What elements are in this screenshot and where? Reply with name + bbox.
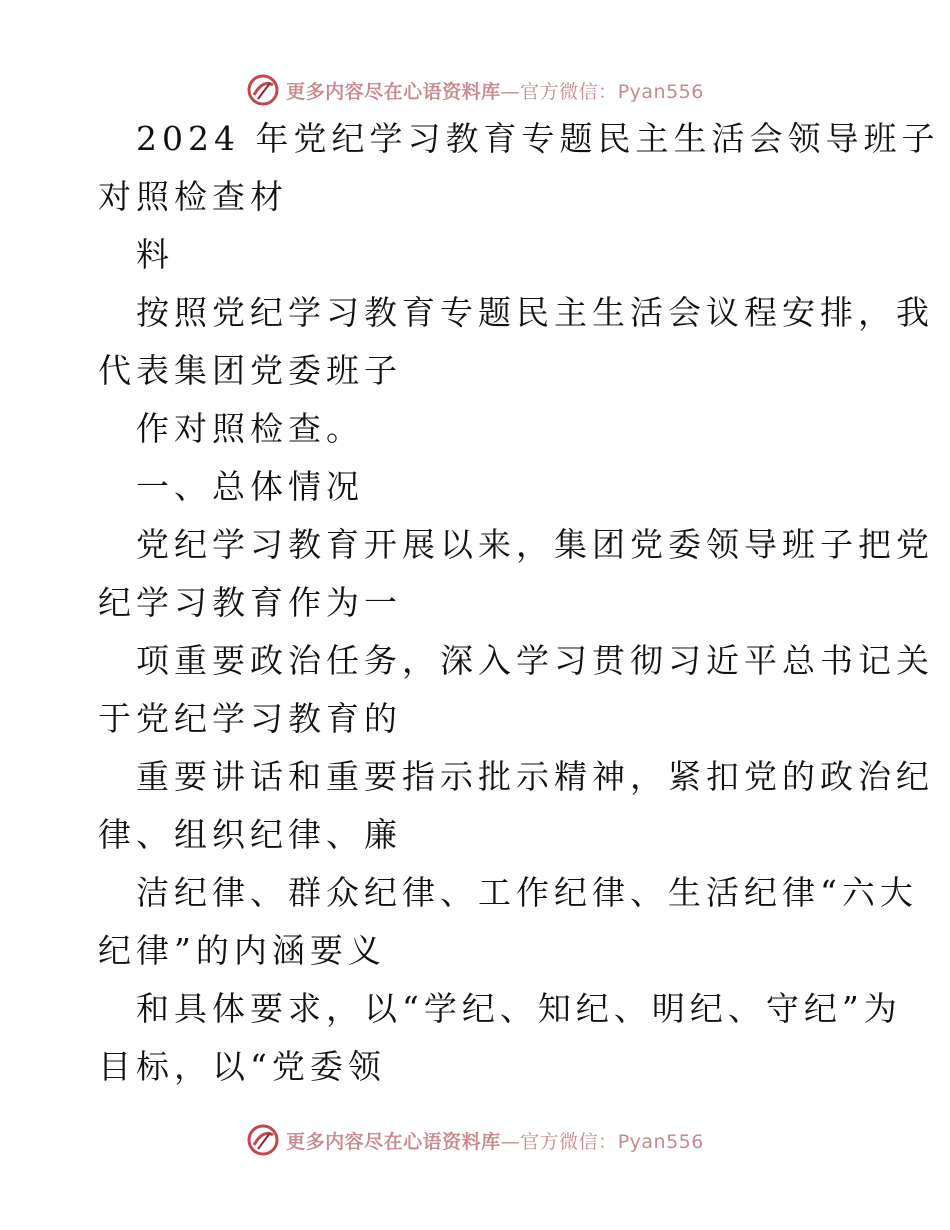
header-watermark	[0, 70, 950, 110]
text-line: 目标，以“党委领	[98, 1047, 386, 1086]
text-line: 纪学习教育作为一	[98, 583, 402, 622]
footer-watermark	[0, 1120, 950, 1160]
text-line: 党纪学习教育开展以来，集团党委领导班子把党	[136, 525, 934, 564]
text-line: 洁纪律、群众纪律、工作纪律、生活纪律“六大	[136, 873, 918, 912]
watermark-wechat: Pyan556	[617, 80, 704, 103]
title-line-2: 对照检查材	[98, 177, 288, 216]
text-line: 代表集团党委班子	[98, 351, 402, 390]
text-line: 和具体要求，以“学纪、知纪、明纪、守纪”为	[136, 989, 902, 1028]
watermark-text	[286, 1127, 704, 1154]
watermark-sub: —官方微信：	[500, 1130, 618, 1153]
text-line: 律、组织纪律、廉	[98, 815, 402, 854]
brand-logo-icon	[246, 1123, 280, 1157]
text-line: 按照党纪学习教育专题民主生活会议程安排，我	[136, 293, 934, 332]
text-line: 重要讲话和重要指示批示精神，紧扣党的政治纪	[136, 757, 934, 796]
text-line: 于党纪学习教育的	[98, 699, 402, 738]
watermark-wechat: Pyan556	[617, 1130, 704, 1153]
text-line: 项重要政治任务，深入学习贯彻习近平总书记关	[136, 641, 934, 680]
text-line: 纪律”的内涵要义	[98, 931, 386, 970]
watermark-text	[286, 77, 704, 104]
text-line: 作对照检查。	[136, 409, 364, 448]
brand-logo-icon	[246, 73, 280, 107]
watermark-brand: 更多内容尽在心语资料库	[286, 80, 501, 103]
section-heading: 一、总体情况	[136, 467, 364, 506]
title-line-3: 料	[136, 235, 174, 274]
watermark-brand: 更多内容尽在心语资料库	[286, 1130, 501, 1153]
watermark-sub: —官方微信：	[500, 80, 618, 103]
document-body	[98, 119, 940, 1108]
title-line-1: 2024 年党纪学习教育专题民主生活会领导班子	[136, 119, 940, 158]
